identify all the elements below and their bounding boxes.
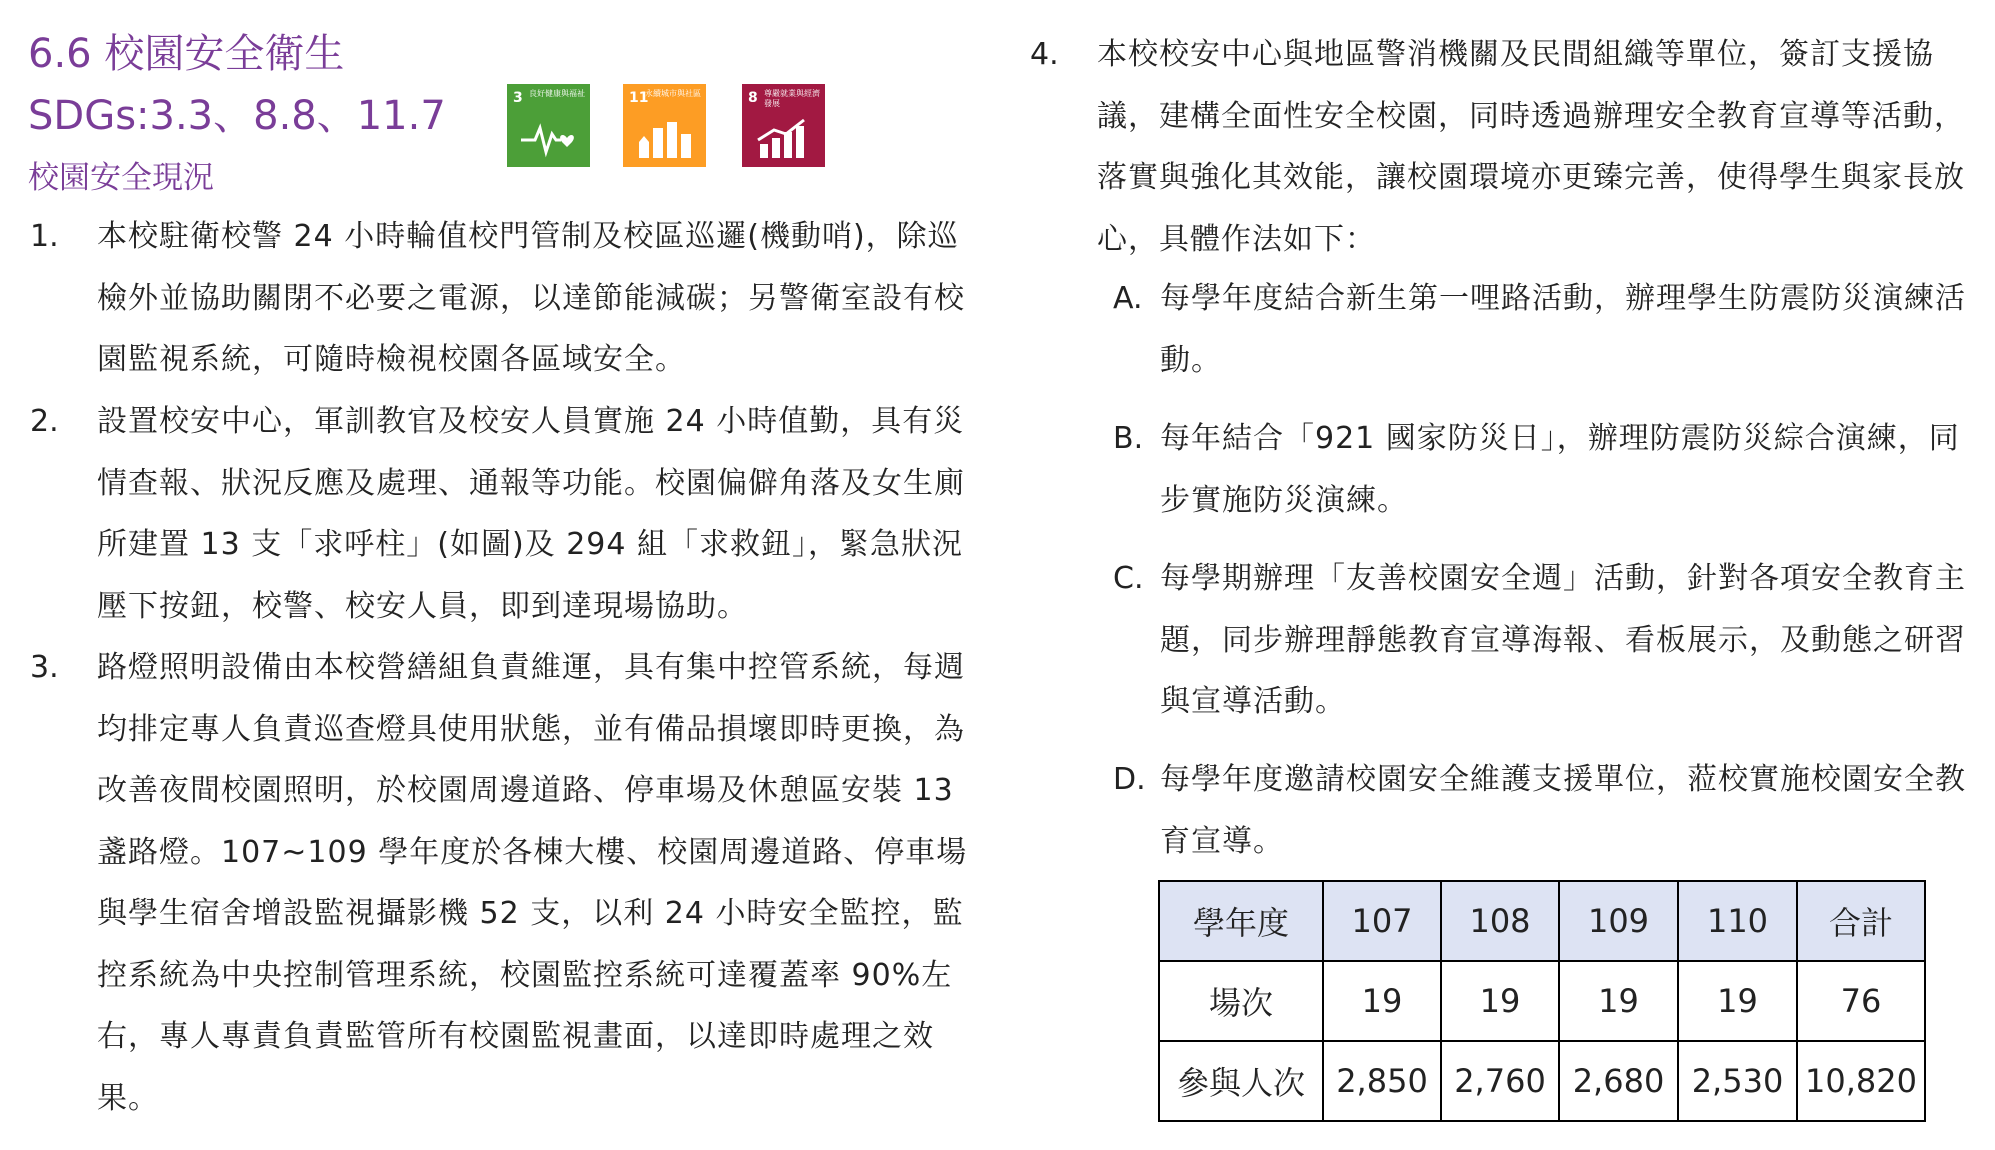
sub-item-label: A. [1113,281,1143,316]
sub-item-label: B. [1113,421,1144,456]
sub-item-label: D. [1113,762,1146,797]
item-number: 4. [1030,37,1059,72]
table-cell: 19 [1323,961,1441,1041]
table-header-cell: 學年度 [1159,881,1323,961]
stats-table [1158,880,1926,1122]
sub-item-d-text: 每學年度邀請校園安全維護支援單位，蒞校實施校園安全教育宣導。 [1160,762,1966,859]
sub-item-c-text: 每學期辦理「友善校園安全週」活動，針對各項安全教育主題，同步辦理靜態教育宣導海報、看板展示，及動態之研習與宣導活動。 [1160,561,1966,719]
item-number: 2. [30,404,59,439]
item-4-text: 本校校安中心與地區警消機關及民間組織等單位，簽訂支援協議，建構全面性安全校園，同時透過辦理安全教育宣導等活動，落實與強化其效能，讓校園環境亦更臻完善，使得學生與家長放心，具體作法如下： [1097,37,1965,257]
sdgs-label: SDGs:3.3、8.8、11.7 [28,93,446,139]
table-cell: 參與人次 [1159,1041,1323,1121]
table-cell: 19 [1559,961,1678,1041]
sdg-3-badge [507,84,590,167]
city-icon [637,118,693,158]
table-cell: 76 [1797,961,1925,1041]
sdg-11-badge [623,84,706,167]
table-cell: 2,850 [1323,1041,1441,1121]
table-row [1159,961,1925,1041]
sdg-8-badge [742,84,825,167]
table-header-cell: 合計 [1797,881,1925,961]
table-cell: 場次 [1159,961,1323,1041]
sdg-number: 11 [629,90,649,106]
item-number: 3. [30,650,59,685]
table-header-cell: 107 [1323,881,1441,961]
table-cell: 2,530 [1678,1041,1797,1121]
sub-item-label: C. [1113,561,1144,596]
section-title: 6.6 校園安全衛生 [28,31,345,77]
table-cell: 19 [1678,961,1797,1041]
sub-item-a-text: 每學年度結合新生第一哩路活動，辦理學生防震防災演練活動。 [1160,281,1966,378]
table-cell: 10,820 [1797,1041,1925,1121]
item-number: 1. [30,219,59,254]
table-header-cell: 108 [1441,881,1559,961]
table-cell: 2,680 [1559,1041,1678,1121]
item-1-text: 本校駐衛校警 24 小時輪值校門管制及校區巡邏(機動哨)，除巡檢外並協助關閉不必要之電源，以達節能減碳；另警衛室設有校園監視系統，可隨時檢視校園各區域安全。 [97,219,965,377]
table-cell: 19 [1441,961,1559,1041]
sdg-number: 8 [748,90,758,106]
item-2-text: 設置校安中心，軍訓教官及校安人員實施 24 小時值勤，具有災情查報、狀況反應及處理、通報等功能。校園偏僻角落及女生廁所建置 13 支「求呼柱」(如圖)及 294 組「求救鈕」，緊急狀況壓下按鈕，校警、校安人員，即到達現場協助。 [97,404,965,624]
table-header-cell: 110 [1678,881,1797,961]
sdg-label: 永續城市與社區 [645,89,701,98]
item-3-text: 路燈照明設備由本校營繕組負責維運，具有集中控管系統，每週均排定專人負責巡查燈具使用狀態，並有備品損壞即時更換，為改善夜間校園照明，於校園周邊道路、停車場及休憩區安裝 13 盞路燈。107~109 學年度於各棟大樓、校園周邊道路、停車場與學生宿舍增設監視攝影機 52 支，以利 24 小時安全監控，監控系統為中央控制管理系統，校園監控系統可達覆蓋率 90%左右，專人專責負責監管所有校園監視畫面，以達即時處理之效果。 [97,650,968,1116]
table-header-row [1159,881,1925,961]
growth-chart-icon [756,118,812,158]
table-cell: 2,760 [1441,1041,1559,1121]
sdg-label: 良好健康與福祉 [529,89,585,98]
sdg-label: 尊嚴就業與經濟發展 [764,89,820,108]
sdg-number: 3 [513,90,523,106]
subheading: 校園安全現況 [28,160,214,196]
heartbeat-icon [521,118,577,158]
sub-item-b-text: 每年結合「921 國家防災日」，辦理防震防災綜合演練，同步實施防災演練。 [1160,421,1960,518]
table-header-cell: 109 [1559,881,1678,961]
table-row [1159,1041,1925,1121]
